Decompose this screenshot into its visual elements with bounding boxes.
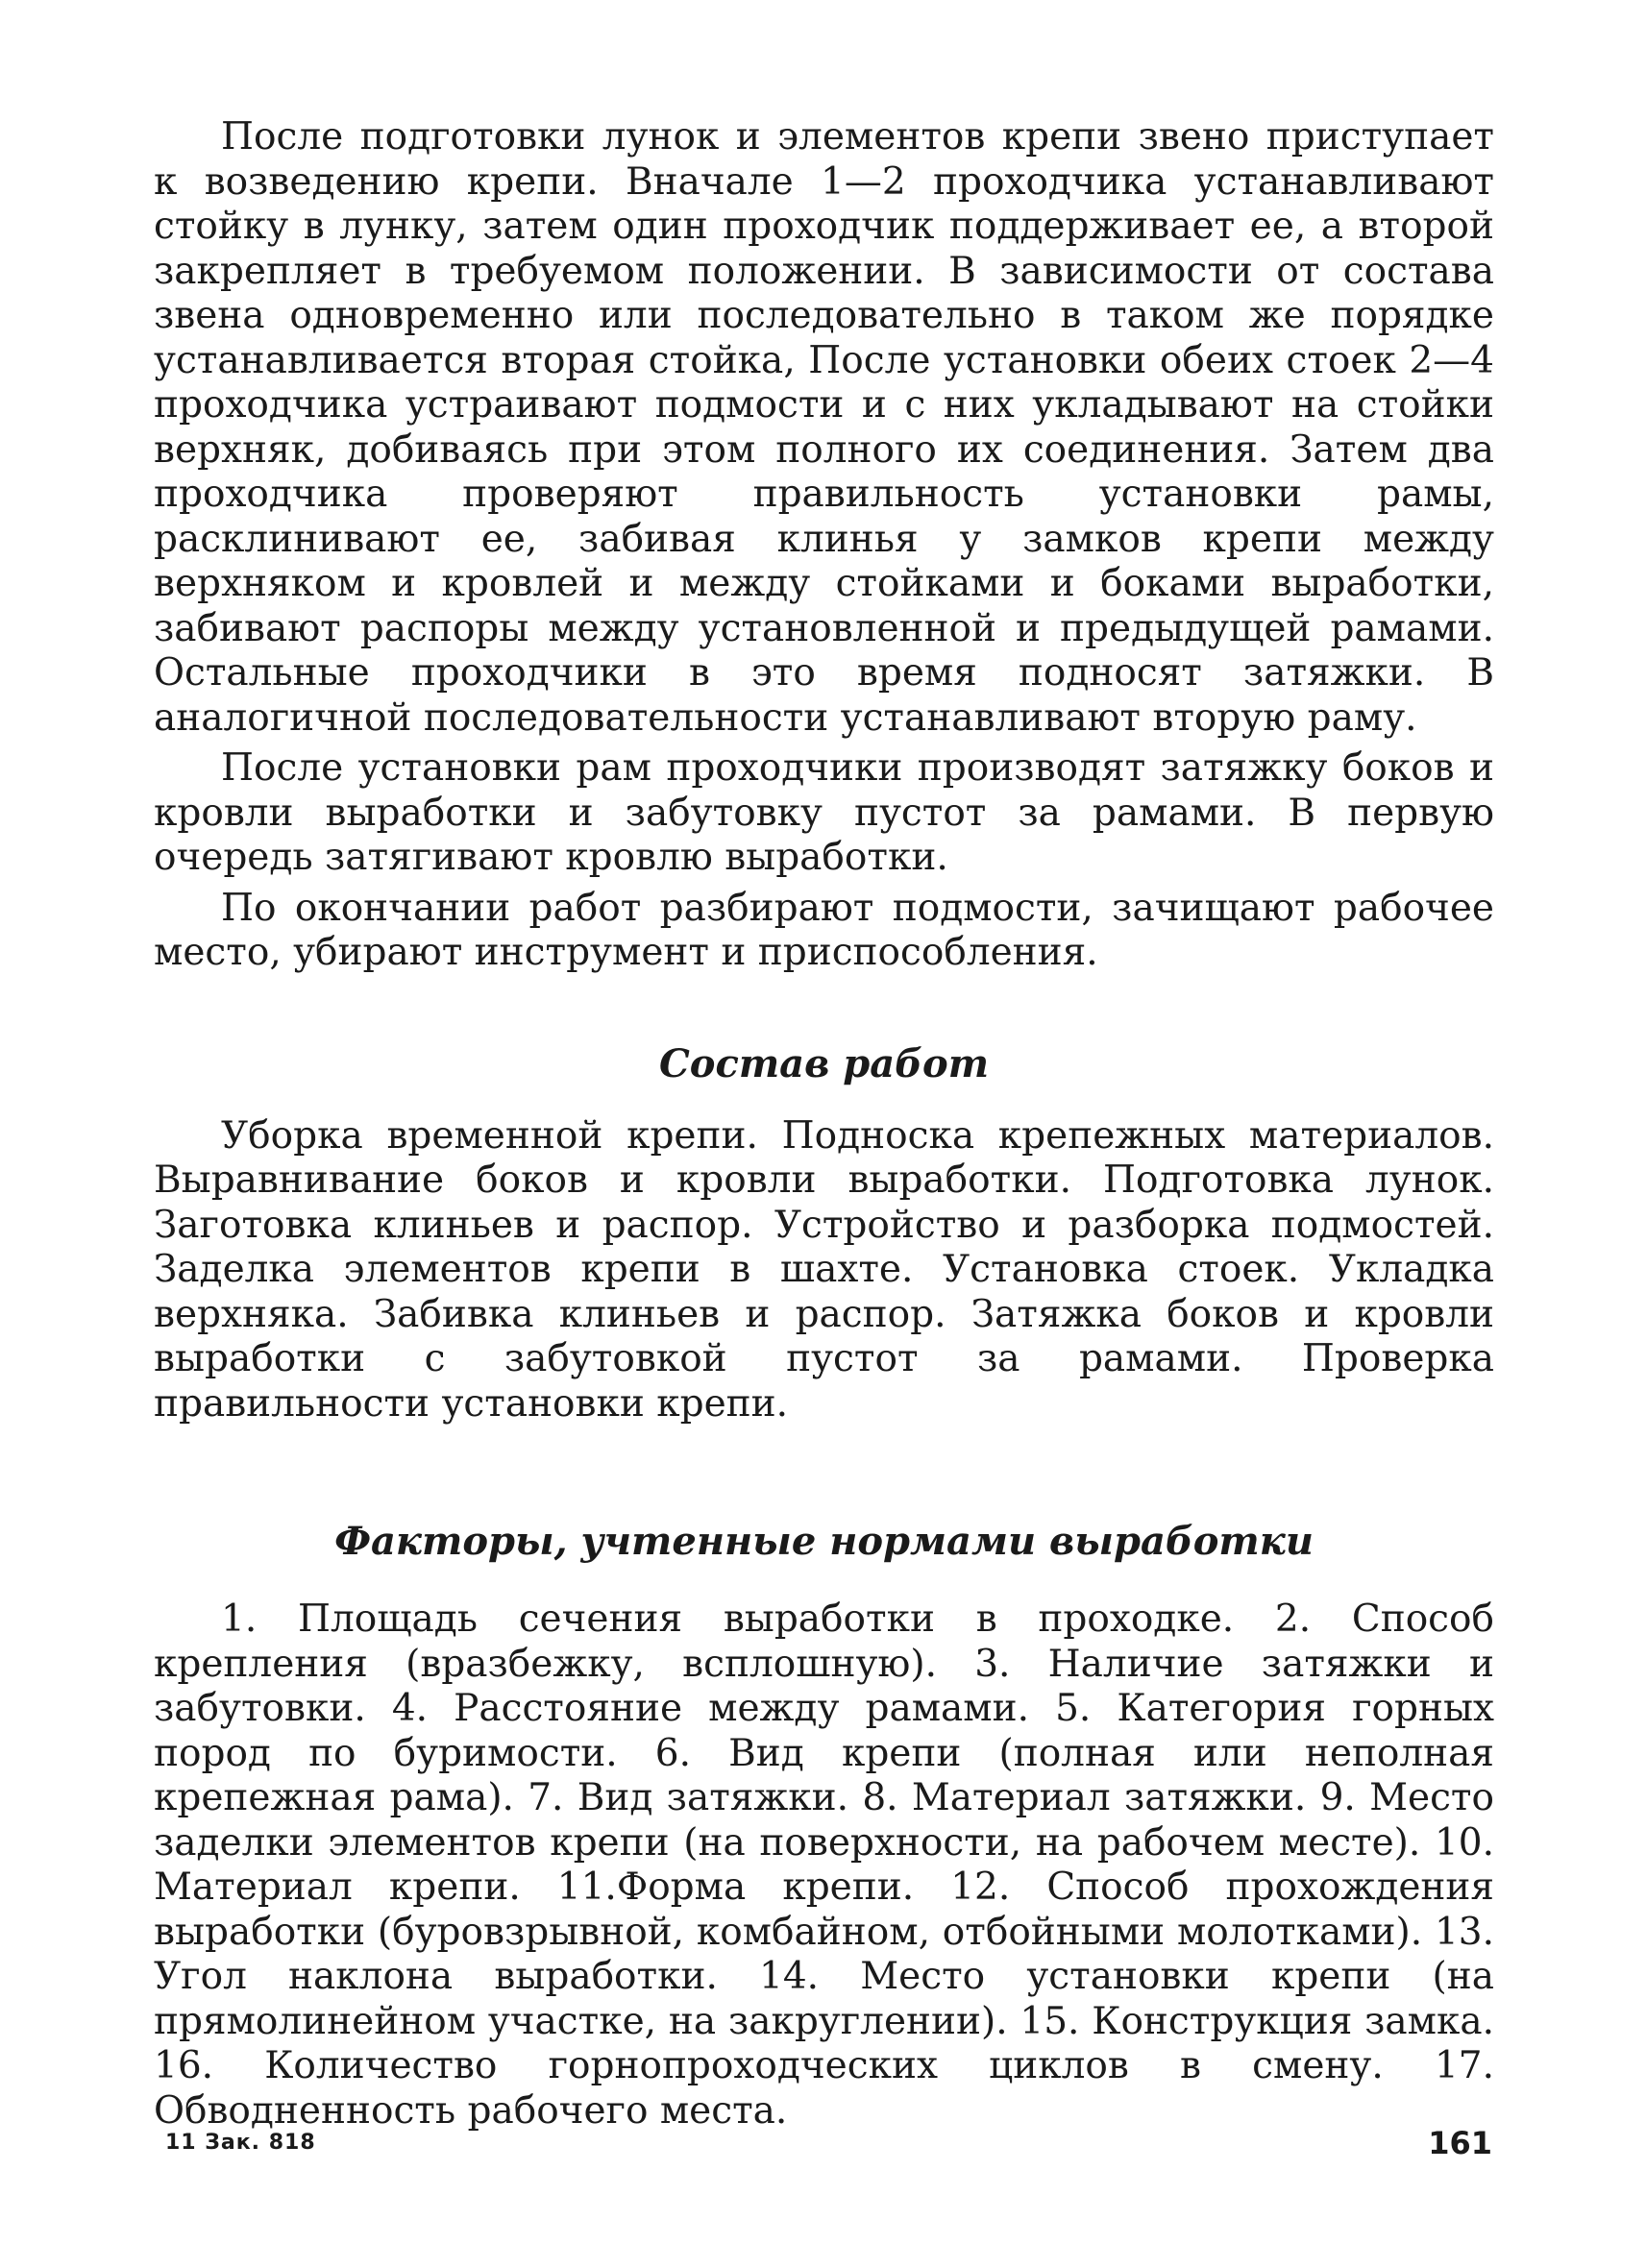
heading-norm-factors: Факторы, учтенные нормами выработки [334,1519,1314,1564]
paragraph-lagging: После установки рам проходчики производят затяжку боков и кровли выработки и забутовку пустот за рамами. В первую очередь затягивают кровлю выработки. [154,746,1494,879]
heading-work-composition: Состав работ [658,1040,990,1086]
paragraph-crew-installation: После подготовки лунок и элементов крепи звено приступает к возведению крепи. Вначале 1—2 проходчика устанавливают стойку в лунку, затем один проходчик поддерживает ее, а второй закрепляет в требуемом положении. В зависимости от состава звена одновременно или последовательно в таком же порядке устанавливается вторая стойка, После установки обеих стоек 2—4 проходчика устраивают подмости и с них укладывают на стойки верхняк, добиваясь при этом полного их соединения. Затем два проходчика проверяют правильность установки рамы, расклинивают ее, забивая клинья у замков крепи между верхняком и кровлей и между стойками и боками выработки, забивают распоры между установленной и предыдущей рамами. Остальные проходчики в это время подносят затяжки. В аналогичной последовательности устанавливают вторую раму. [154,115,1494,740]
page-content [154,115,1494,2134]
paragraph-norm-factors: 1. Площадь сечения выработки в проходке. 2. Способ крепления (вразбежку, всплошную). 3. Наличие затяжки и забутовки. 4. Расстояние между рамами. 5. Категория горных пород по буримости. 6. Вид крепи (полная или неполная крепежная рама). 7. Вид затяжки. 8. Материал затяжки. 9. Место заделки элементов крепи (на поверхности, на рабочем месте). 10. Материал крепи. 11.Форма крепи. 12. Способ прохождения выработки (буровзрывной, комбайном, отбойными молотками). 13. Угол наклона выработки. 14. Место установки крепи (на прямолинейном участке, на закруглении). 15. Конструкция замка. 16. Количество горнопроходческих циклов в смену. 17. Обводненность рабочего места. [154,1597,1494,2133]
paragraph-work-composition: Уборка временной крепи. Подноска крепежных материалов. Выравнивание боков и кровли выработки. Подготовка лунок. Заготовка клиньев и распор. Устройство и разборка подмостей. Заделка элементов крепи в шахте. Установка стоек. Укладка верхняка. Забивка клиньев и распор. Затяжка боков и кровли выработки с забутовкой пустот за рамами. Проверка правильности установки крепи. [154,1113,1494,1426]
printer-signature: 11 Зак. 818 [165,2131,316,2155]
paragraph-cleanup: По окончании работ разбирают подмости, зачищают рабочее место, убирают инструмент и приспособления. [154,886,1494,974]
page-footer [154,2125,1494,2163]
page-number: 161 [1428,2125,1492,2161]
